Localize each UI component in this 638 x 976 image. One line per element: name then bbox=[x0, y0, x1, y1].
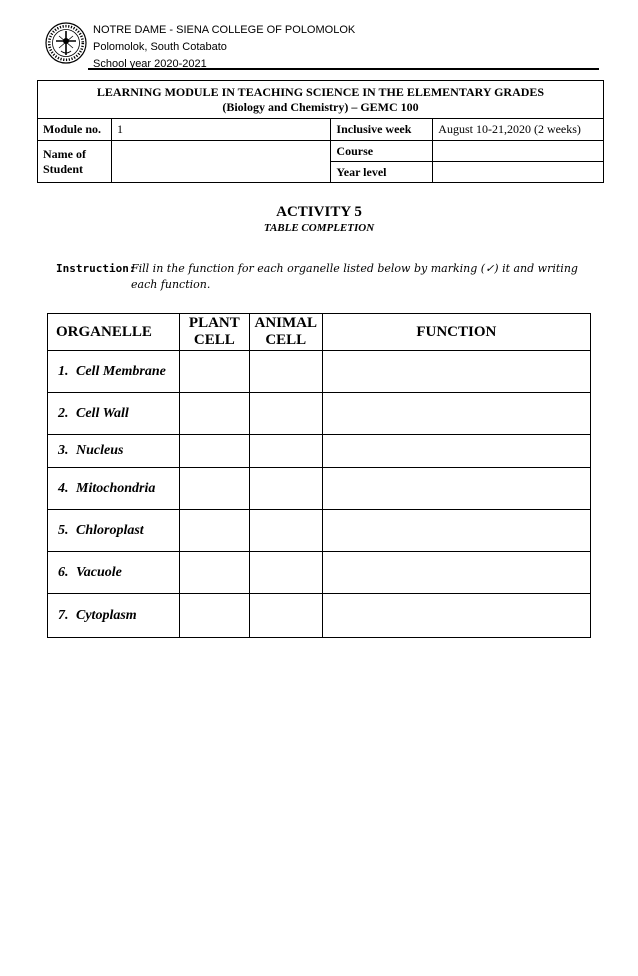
student-name-label bbox=[38, 141, 112, 183]
organelle-name: Vacuole bbox=[76, 564, 122, 580]
organelle-name-cell bbox=[48, 393, 180, 435]
organelle-name-cell bbox=[48, 351, 180, 393]
header-animal-cell-line1: ANIMAL bbox=[254, 315, 318, 331]
table-row bbox=[48, 594, 591, 638]
organelle-name-cell bbox=[48, 435, 180, 468]
organelle-number: 5. bbox=[58, 522, 69, 538]
activity-title: ACTIVITY 5 bbox=[276, 204, 362, 220]
header-organelle: ORGANELLE bbox=[48, 314, 180, 351]
table-row bbox=[48, 393, 591, 435]
animal-cell-check-cell[interactable] bbox=[249, 468, 322, 510]
header-plant-cell-line2: CELL bbox=[193, 332, 235, 348]
school-seal-logo bbox=[45, 22, 87, 64]
table-row bbox=[48, 468, 591, 510]
organelle-name-cell bbox=[48, 594, 180, 638]
activity-subtitle: TABLE COMPLETION bbox=[263, 222, 375, 234]
module-no-value: 1 bbox=[111, 119, 330, 141]
organelle-name: Cell Membrane bbox=[76, 363, 166, 379]
instruction-text: Fill in the function for each organelle listed below by marking (✓) it and writing each function. bbox=[131, 262, 578, 291]
student-name-label-line2: Student bbox=[43, 161, 84, 176]
function-answer-cell[interactable] bbox=[322, 435, 590, 468]
organelle-name: Chloroplast bbox=[76, 522, 144, 538]
module-subtitle: (Biology and Chemistry) – GEMC 100 bbox=[222, 100, 419, 114]
function-answer-cell[interactable] bbox=[322, 510, 590, 552]
organelle-name-cell bbox=[48, 510, 180, 552]
header-animal-cell bbox=[249, 314, 322, 351]
plant-cell-check-cell[interactable] bbox=[179, 468, 249, 510]
function-answer-cell[interactable] bbox=[322, 351, 590, 393]
organelle-name-cell bbox=[48, 468, 180, 510]
school-location: Polomolok, South Cotabato bbox=[93, 41, 227, 53]
animal-cell-check-cell[interactable] bbox=[249, 594, 322, 638]
organelle-number: 1. bbox=[58, 363, 69, 379]
header-plant-cell-line1: PLANT bbox=[188, 315, 240, 331]
animal-cell-check-cell[interactable] bbox=[249, 393, 322, 435]
inclusive-week-label: Inclusive week bbox=[331, 119, 433, 141]
plant-cell-check-cell[interactable] bbox=[179, 351, 249, 393]
table-row bbox=[48, 510, 591, 552]
organelle-name: Cell Wall bbox=[76, 405, 129, 421]
animal-cell-check-cell[interactable] bbox=[249, 351, 322, 393]
course-field[interactable] bbox=[433, 141, 604, 162]
table-row bbox=[48, 351, 591, 393]
organelle-number: 2. bbox=[58, 405, 69, 421]
function-answer-cell[interactable] bbox=[322, 468, 590, 510]
plant-cell-check-cell[interactable] bbox=[179, 552, 249, 594]
header-divider bbox=[88, 68, 599, 70]
school-name: NOTRE DAME - SIENA COLLEGE OF POLOMOLOK bbox=[93, 24, 356, 36]
student-name-label-line1: Name of bbox=[43, 146, 86, 161]
animal-cell-check-cell[interactable] bbox=[249, 552, 322, 594]
module-title-cell bbox=[38, 81, 604, 119]
plant-cell-check-cell[interactable] bbox=[179, 510, 249, 552]
module-title: LEARNING MODULE IN TEACHING SCIENCE IN THE ELEMENTARY GRADES bbox=[96, 85, 545, 99]
module-no-label: Module no. bbox=[38, 119, 112, 141]
organelle-number: 4. bbox=[58, 480, 69, 496]
header-animal-cell-line2: CELL bbox=[265, 332, 307, 348]
plant-cell-check-cell[interactable] bbox=[179, 594, 249, 638]
plant-cell-check-cell[interactable] bbox=[179, 393, 249, 435]
year-level-label: Year level bbox=[331, 162, 433, 183]
organelle-number: 6. bbox=[58, 564, 69, 580]
animal-cell-check-cell[interactable] bbox=[249, 435, 322, 468]
organelle-name: Mitochondria bbox=[76, 480, 156, 496]
inclusive-week-value: August 10-21,2020 (2 weeks) bbox=[433, 119, 604, 141]
function-answer-cell[interactable] bbox=[322, 393, 590, 435]
animal-cell-check-cell[interactable] bbox=[249, 510, 322, 552]
function-answer-cell[interactable] bbox=[322, 552, 590, 594]
function-answer-cell[interactable] bbox=[322, 594, 590, 638]
header-plant-cell bbox=[179, 314, 249, 351]
course-label: Course bbox=[331, 141, 433, 162]
instruction-label: Instruction: bbox=[56, 262, 136, 275]
table-row bbox=[48, 552, 591, 594]
table-row bbox=[48, 435, 591, 468]
organelle-name: Cytoplasm bbox=[76, 607, 137, 623]
plant-cell-check-cell[interactable] bbox=[179, 435, 249, 468]
header-function: FUNCTION bbox=[322, 314, 590, 351]
school-header bbox=[93, 22, 355, 73]
organelle-name: Nucleus bbox=[76, 443, 124, 458]
year-level-field[interactable] bbox=[433, 162, 604, 183]
organelle-number: 3. bbox=[58, 443, 69, 458]
organelle-table bbox=[47, 313, 591, 638]
module-info-table bbox=[37, 80, 604, 183]
school-year: School year 2020-2021 bbox=[93, 58, 207, 70]
organelle-name-cell bbox=[48, 552, 180, 594]
organelle-number: 7. bbox=[58, 607, 69, 623]
student-name-field[interactable] bbox=[111, 141, 330, 183]
